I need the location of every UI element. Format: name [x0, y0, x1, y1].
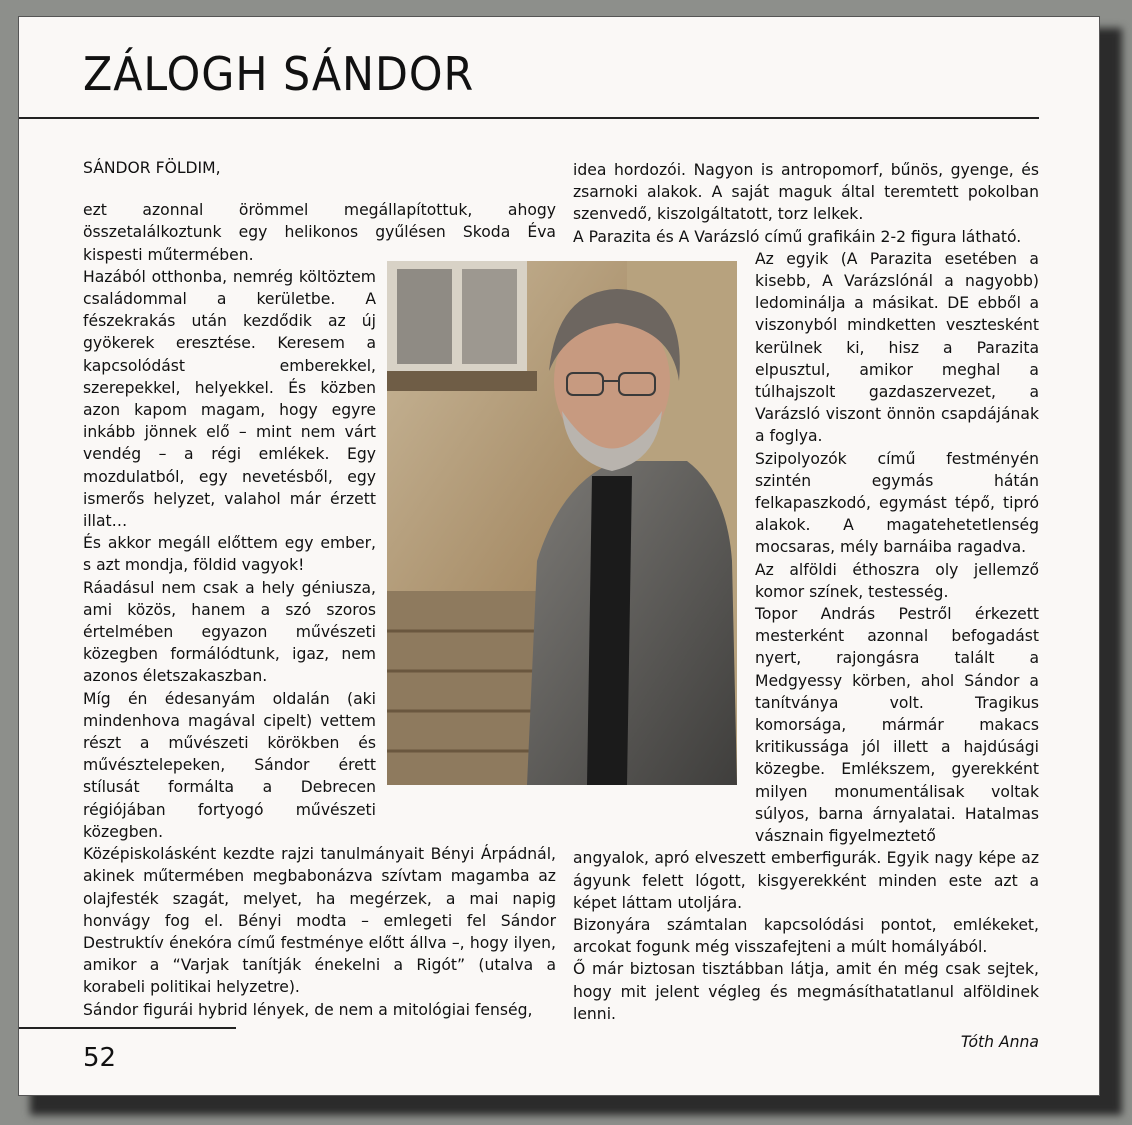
right-column [573, 159, 1039, 1053]
paragraph: És akkor megáll előttem egy ember, s azt mondja, földid vagyok! [83, 534, 376, 575]
paragraph: Az egyik (A Parazita esetében a kisebb, A Varázslónál a nagyobb) ledominálja a másikat. DE ebből a viszonyból mindketten vesztesként kerülnek ki, hisz a Parazita elpusztul, amikor meghal a túlhajszolt gazdaszervezet, a Varázsló viszont önnön csapdájának a foglya. [755, 249, 1039, 446]
footer-rule [19, 1027, 236, 1029]
paragraph: Sándor figurái hybrid lények, de nem a mitológiai fenség, [83, 1000, 533, 1019]
paragraph: Hazából otthonba, nemrég költöztem családommal a kerületbe. A fészekrakás után kezdődik az új gyökerek eresztése. Keresem a kapcsolódást emberekkel, szerepekkel, helyekkel. És közben azon kapom magam, hogy egyre inkább jönnek elő – mint nem várt vendég – a régi emlékek. Egy mozdulatból, egy nevetésből, egy ismerős helyzet, valahol már érzett illat… [83, 267, 376, 531]
title-rule [19, 117, 1039, 119]
paragraph: angyalok, apró elveszett emberfigurák. Egyik nagy képe az ágyunk felett lógott, kisgyerekként minden este azt a képet láttam utoljára. [573, 849, 1039, 912]
paragraph: idea hordozói. Nagyon is antropomorf, bűnös, gyenge, és zsarnoki alakok. A saját maguk által teremtett pokolban szenvedő, kiszolgáltatott, torz lelkek. [573, 161, 1039, 224]
article-title: ZÁLOGH SÁNDOR [83, 47, 475, 101]
paragraph: Szipolyozók című festményén szintén egymás hátán felkapaszkodó, egymást tépő, tipró alakok. A magatehetetlenség mocsaras, mély barnáiba ragadva. [755, 449, 1039, 557]
paragraph: Ő már biztosan tisztábban látja, amit én még csak sejtek, hogy mit jelent végleg és megmásíthatatlanul alföldinek lenni. [573, 960, 1039, 1023]
author-signature: Tóth Anna [960, 1032, 1039, 1051]
paragraph: ezt azonnal örömmel megállapítottuk, ahogy összetalálkoztunk egy helikonos gyűlésen Skoda Éva kispesti műtermében. [83, 201, 556, 264]
magazine-page [18, 16, 1100, 1096]
page-number: 52 [83, 1043, 117, 1073]
paragraph: Míg én édesanyám oldalán (aki mindenhova magával cipelt) vettem részt a művészeti körökben és művésztelepeken, Sándor érett stílusát formálta a Debrecen régiójában fortyogó művészeti közegben. [83, 689, 376, 841]
paragraph: Középiskolásként kezdte rajzi tanulmányait Bényi Árpádnál, akinek műtermében megbabonázva szívtam magamba az olajfesték szagát, melyet, ha megérzek, a mai napig honvágy fog el. Bényi modta – emlegeti fel Sándor Destruktív énekóra című festménye előtt állva –, hogy ilyen, amikor a “Varjak tanítják énekelni a Rigót” (utalva a korabeli politikai helyzetre). [83, 845, 556, 997]
paragraph: Bizonyára számtalan kapcsolódási pontot, emlékeket, arcokat fogunk még visszafejteni a múlt homályából. [573, 915, 1039, 957]
salutation: SÁNDOR FÖLDIM, [83, 159, 221, 177]
paragraph: Az alföldi éthoszra oly jellemző komor színek, testesség. [755, 560, 1039, 601]
paragraph: Ráadásul nem csak a hely géniusza, ami közös, hanem a szó szoros értelmében egyazon művészeti közegben formálódtunk, igaz, nem azonos életszakaszban. [83, 578, 376, 686]
paragraph: A Parazita és A Varázsló című grafikáin 2-2 figura látható. [573, 227, 1022, 246]
paragraph: Topor András Pestről érkezett mesterként azonnal befogadást nyert, rajongásra talált a Medgyessy körben, ahol Sándor a tanítványa volt. Tragikus komorsága, mármár makacs kritikussága jól illett a hajdúsági közegbe. Emlékszem, gyerekként milyen monumentálisak voltak súlyos, barna árnyalatai. Hatalmas vásznain figyelmeztető [755, 605, 1039, 846]
